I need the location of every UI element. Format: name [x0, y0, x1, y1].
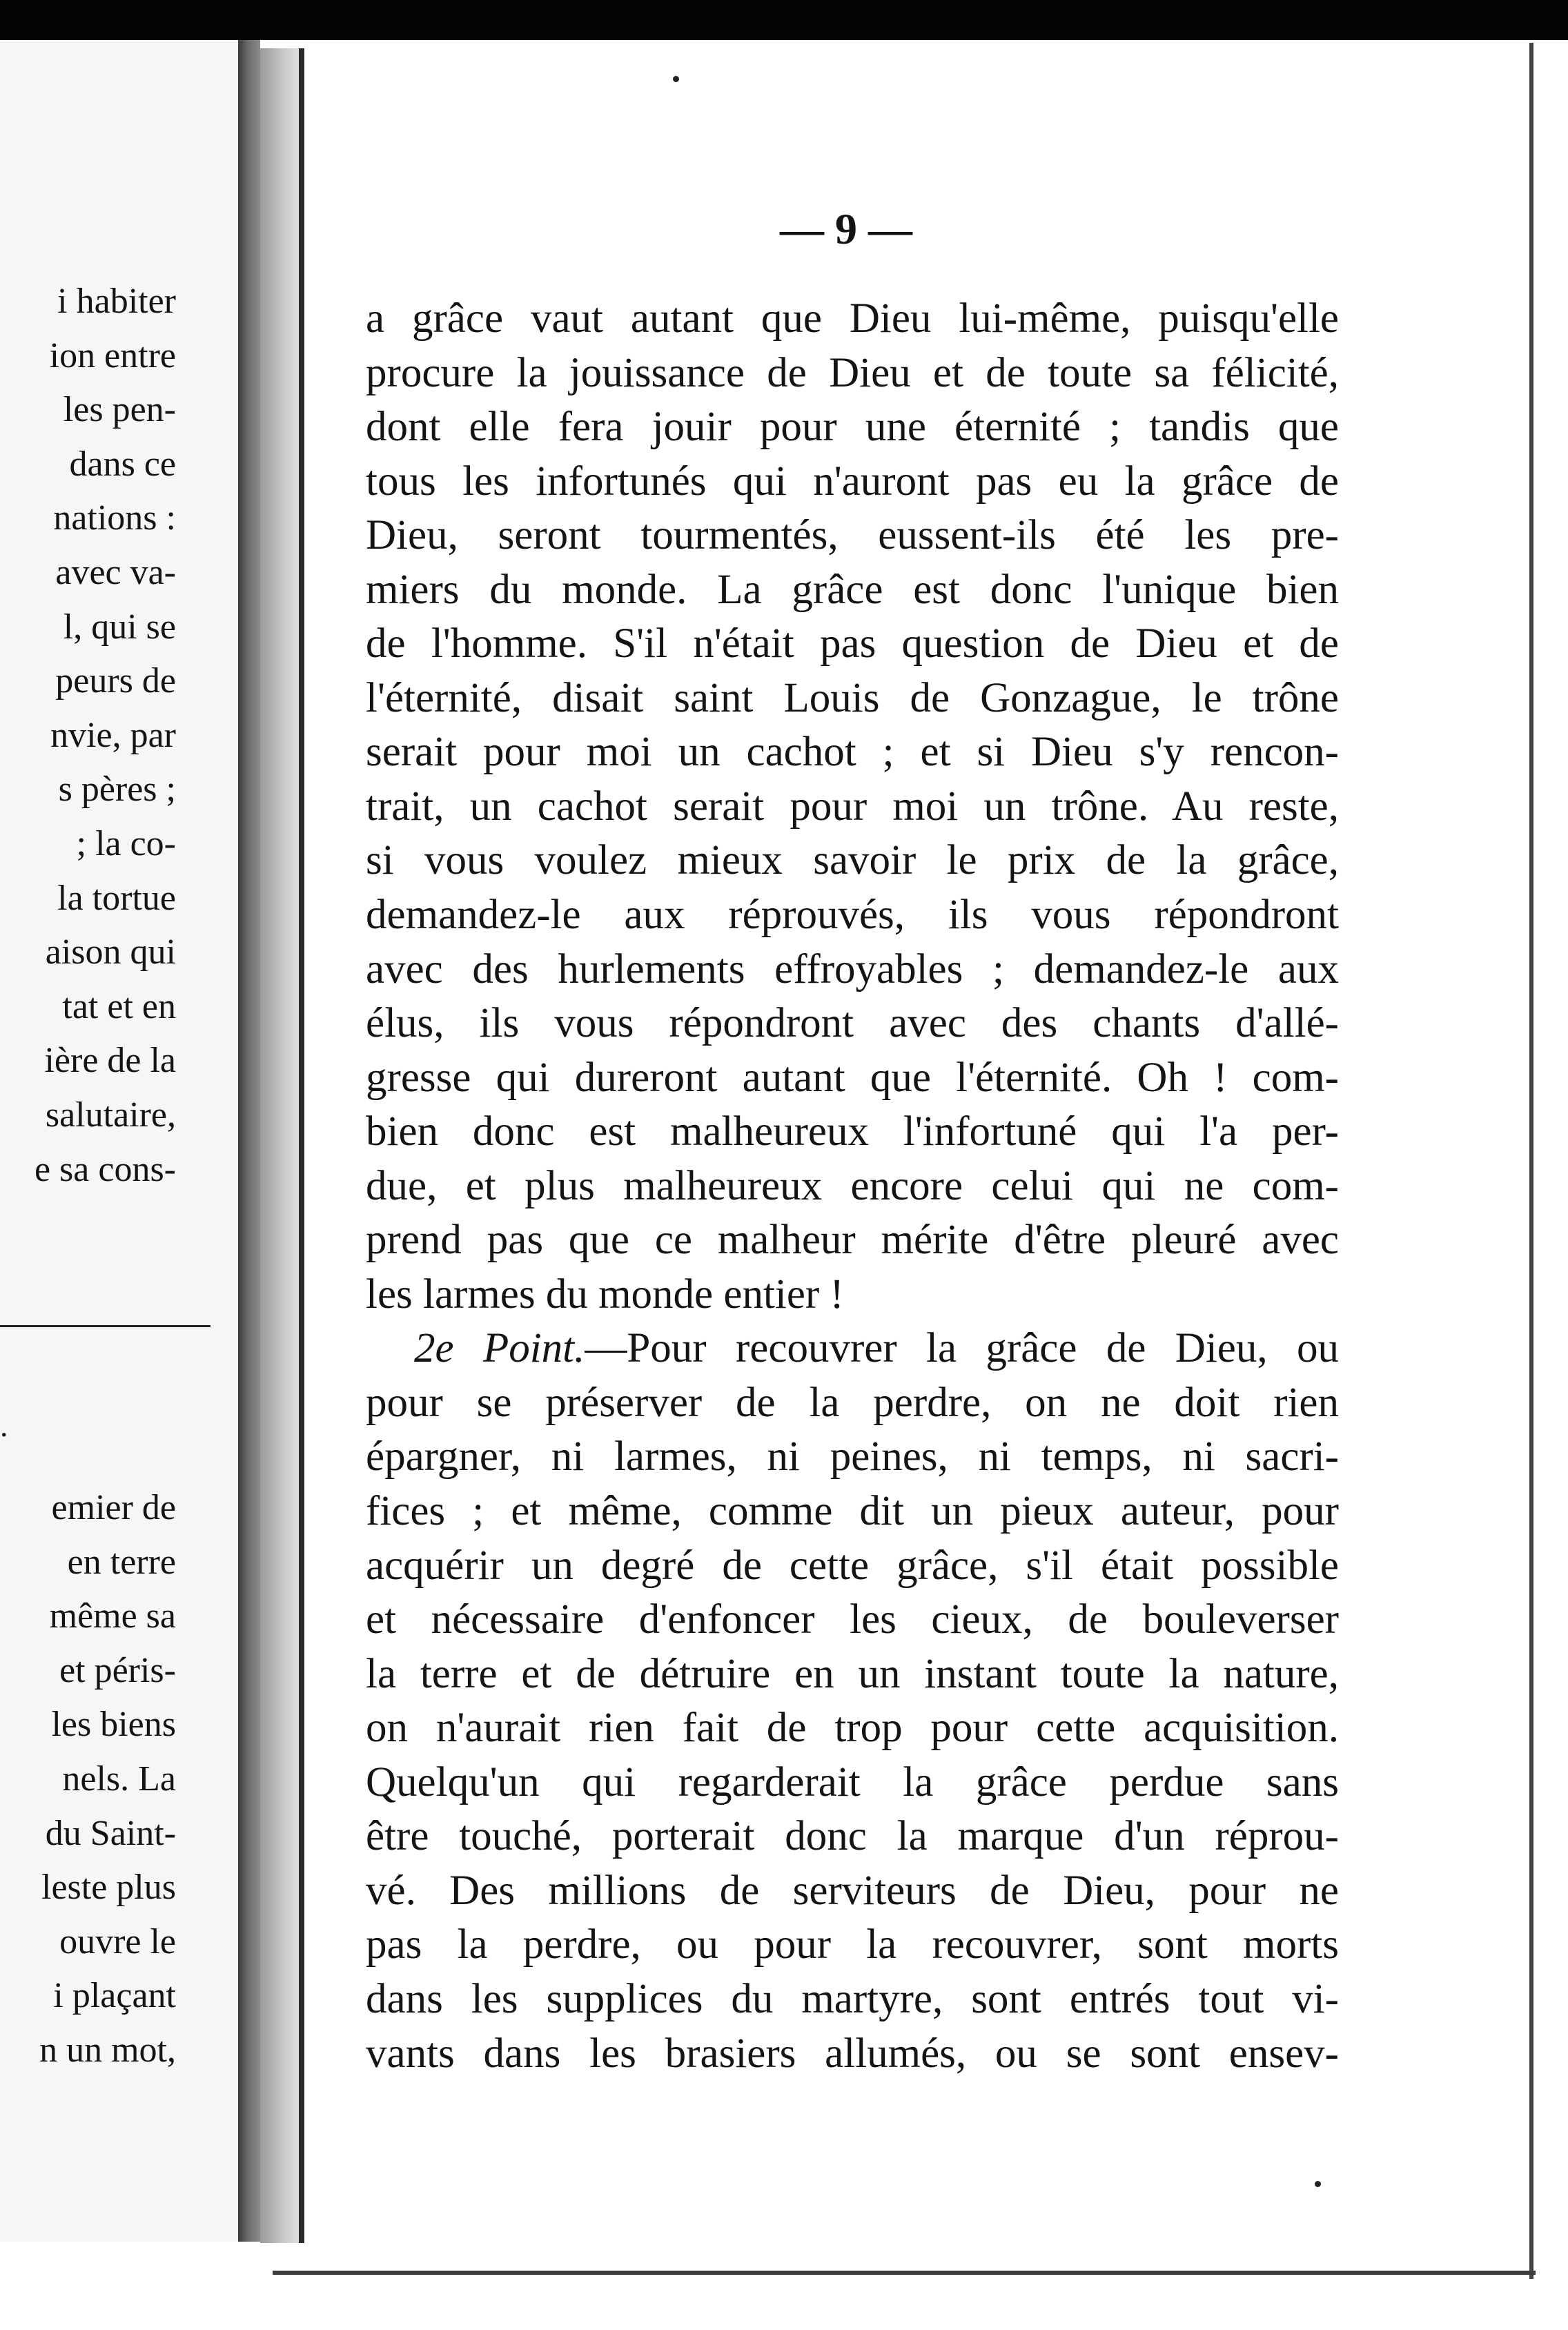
- text-line: tous les infortunés qui n'auront pas eu la grâce de: [366, 458, 1339, 505]
- text-line: être touché, porterait donc la marque d'un réprou-: [366, 1813, 1339, 1860]
- point-heading-line: [366, 1322, 1339, 1376]
- page-number: — 9 —: [780, 204, 912, 253]
- text-line: de l'homme. S'il n'était pas question de Dieu et de: [366, 620, 1339, 667]
- text-line: procure la jouissance de Dieu et de toute sa félicité,: [366, 349, 1339, 396]
- paper-speck: [1315, 2181, 1321, 2187]
- paper-speck: [673, 76, 679, 82]
- facing-line: ion entre: [49, 335, 176, 375]
- text-line: avec des hurlements effroyables ; demandez-le aux: [366, 946, 1339, 992]
- facing-line: ; la co-: [76, 823, 176, 863]
- facing-line: s pères ;: [58, 770, 176, 810]
- text-line: demandez-le aux réprouvés, ils vous répondront: [366, 892, 1339, 939]
- facing-line: peurs de: [55, 661, 176, 701]
- facing-line: dans ce: [69, 444, 176, 484]
- facing-page-rule: [0, 1325, 210, 1327]
- facing-page-dot: .: [0, 1408, 8, 1443]
- text-line: pour se préserver de la perdre, on ne doit rien: [366, 1379, 1339, 1426]
- facing-line: ouvre le: [59, 1921, 176, 1961]
- facing-line: l, qui se: [63, 607, 176, 647]
- text-line: dans les supplices du martyre, sont entrés tout vi-: [366, 1975, 1339, 2022]
- text-line: les larmes du monde entier !: [366, 1271, 844, 1318]
- facing-line: les pen-: [63, 390, 176, 430]
- facing-line: i habiter: [57, 282, 176, 321]
- text-line: et nécessaire d'enfoncer les cieux, de bouleverser: [366, 1596, 1339, 1643]
- facing-line: même sa: [49, 1596, 176, 1636]
- text-line: gresse qui dureront autant que l'éternité. Oh ! com-: [366, 1054, 1339, 1101]
- binding-gutter: [260, 48, 299, 2243]
- text-line: trait, un cachot serait pour moi un trône. Au reste,: [366, 783, 1339, 830]
- facing-line: tat et en: [62, 986, 176, 1026]
- point-label: 2e Point.: [414, 1325, 585, 1372]
- text-line: fices ; et même, comme dit un pieux auteur, pour: [366, 1488, 1339, 1535]
- scan-top-border: [0, 0, 1568, 40]
- text-line: la terre et de détruire en un instant toute la nature,: [366, 1650, 1339, 1697]
- facing-line: du Saint-: [45, 1813, 176, 1853]
- binding-shadow: [238, 40, 260, 2242]
- page-edge-right: [1529, 43, 1533, 2279]
- text-line: dont elle fera jouir pour une éternité ; tandis que: [366, 404, 1339, 451]
- text-line: serait pour moi un cachot ; et si Dieu s'y rencon-: [366, 729, 1339, 776]
- facing-line: e sa cons-: [34, 1149, 176, 1189]
- text-line: vants dans les brasiers allumés, ou se sont ensev-: [366, 2030, 1339, 2077]
- text-line: si vous voulez mieux savoir le prix de la grâce,: [366, 837, 1339, 884]
- text-line: prend pas que ce malheur mérite d'être pleuré avec: [366, 1217, 1339, 1264]
- text-line: pas la perdre, ou pour la recouvrer, sont morts: [366, 1921, 1339, 1968]
- facing-line: nvie, par: [50, 715, 176, 755]
- facing-line: n un mot,: [39, 2030, 176, 2070]
- facing-line: et péris-: [59, 1650, 176, 1690]
- facing-line: i plaçant: [53, 1976, 176, 2016]
- facing-line: avec va-: [55, 552, 176, 592]
- text-line: bien donc est malheureux l'infortuné qui l'a per-: [366, 1108, 1339, 1155]
- facing-page-text-top: [35, 275, 176, 1197]
- text-line: on n'aurait rien fait de trop pour cette acquisition.: [366, 1705, 1339, 1752]
- page-edge-left: [299, 48, 304, 2243]
- facing-line: nels. La: [62, 1759, 176, 1799]
- text-line: élus, ils vous répondront avec des chants d'allé-: [366, 1000, 1339, 1047]
- text-line: l'éternité, disait saint Louis de Gonzague, le trône: [366, 674, 1339, 721]
- facing-line: la tortue: [57, 878, 176, 918]
- facing-line: salutaire,: [45, 1095, 176, 1135]
- facing-line: emier de: [51, 1488, 176, 1527]
- text-line: miers du monde. La grâce est donc l'unique bien: [366, 566, 1339, 613]
- facing-line: les biens: [51, 1705, 176, 1745]
- text-line: due, et plus malheureux encore celui qui ne com-: [366, 1162, 1339, 1209]
- main-text-block: [366, 292, 1339, 2081]
- point-first-line: —Pour recouvrer la grâce de Dieu, ou: [585, 1325, 1339, 1372]
- facing-line: aison qui: [45, 932, 176, 972]
- text-line: épargner, ni larmes, ni peines, ni temps, ni sacri-: [366, 1433, 1339, 1480]
- text-line: vé. Des millions de serviteurs de Dieu, pour ne: [366, 1867, 1339, 1914]
- text-line: a grâce vaut autant que Dieu lui-même, puisqu'elle: [366, 295, 1339, 342]
- facing-page-text-bottom: [39, 1481, 176, 2078]
- facing-line: leste plus: [41, 1868, 176, 1908]
- text-line: acquérir un degré de cette grâce, s'il était possible: [366, 1542, 1339, 1589]
- facing-line: en terre: [67, 1542, 176, 1582]
- facing-page-left: [0, 40, 238, 2242]
- facing-line: ière de la: [44, 1041, 176, 1081]
- text-line: Dieu, seront tourmentés, eussent-ils été les pre-: [366, 512, 1339, 559]
- page-edge-bottom: [273, 2271, 1536, 2275]
- text-line: Quelqu'un qui regarderait la grâce perdue sans: [366, 1759, 1339, 1805]
- facing-line: nations :: [53, 498, 176, 538]
